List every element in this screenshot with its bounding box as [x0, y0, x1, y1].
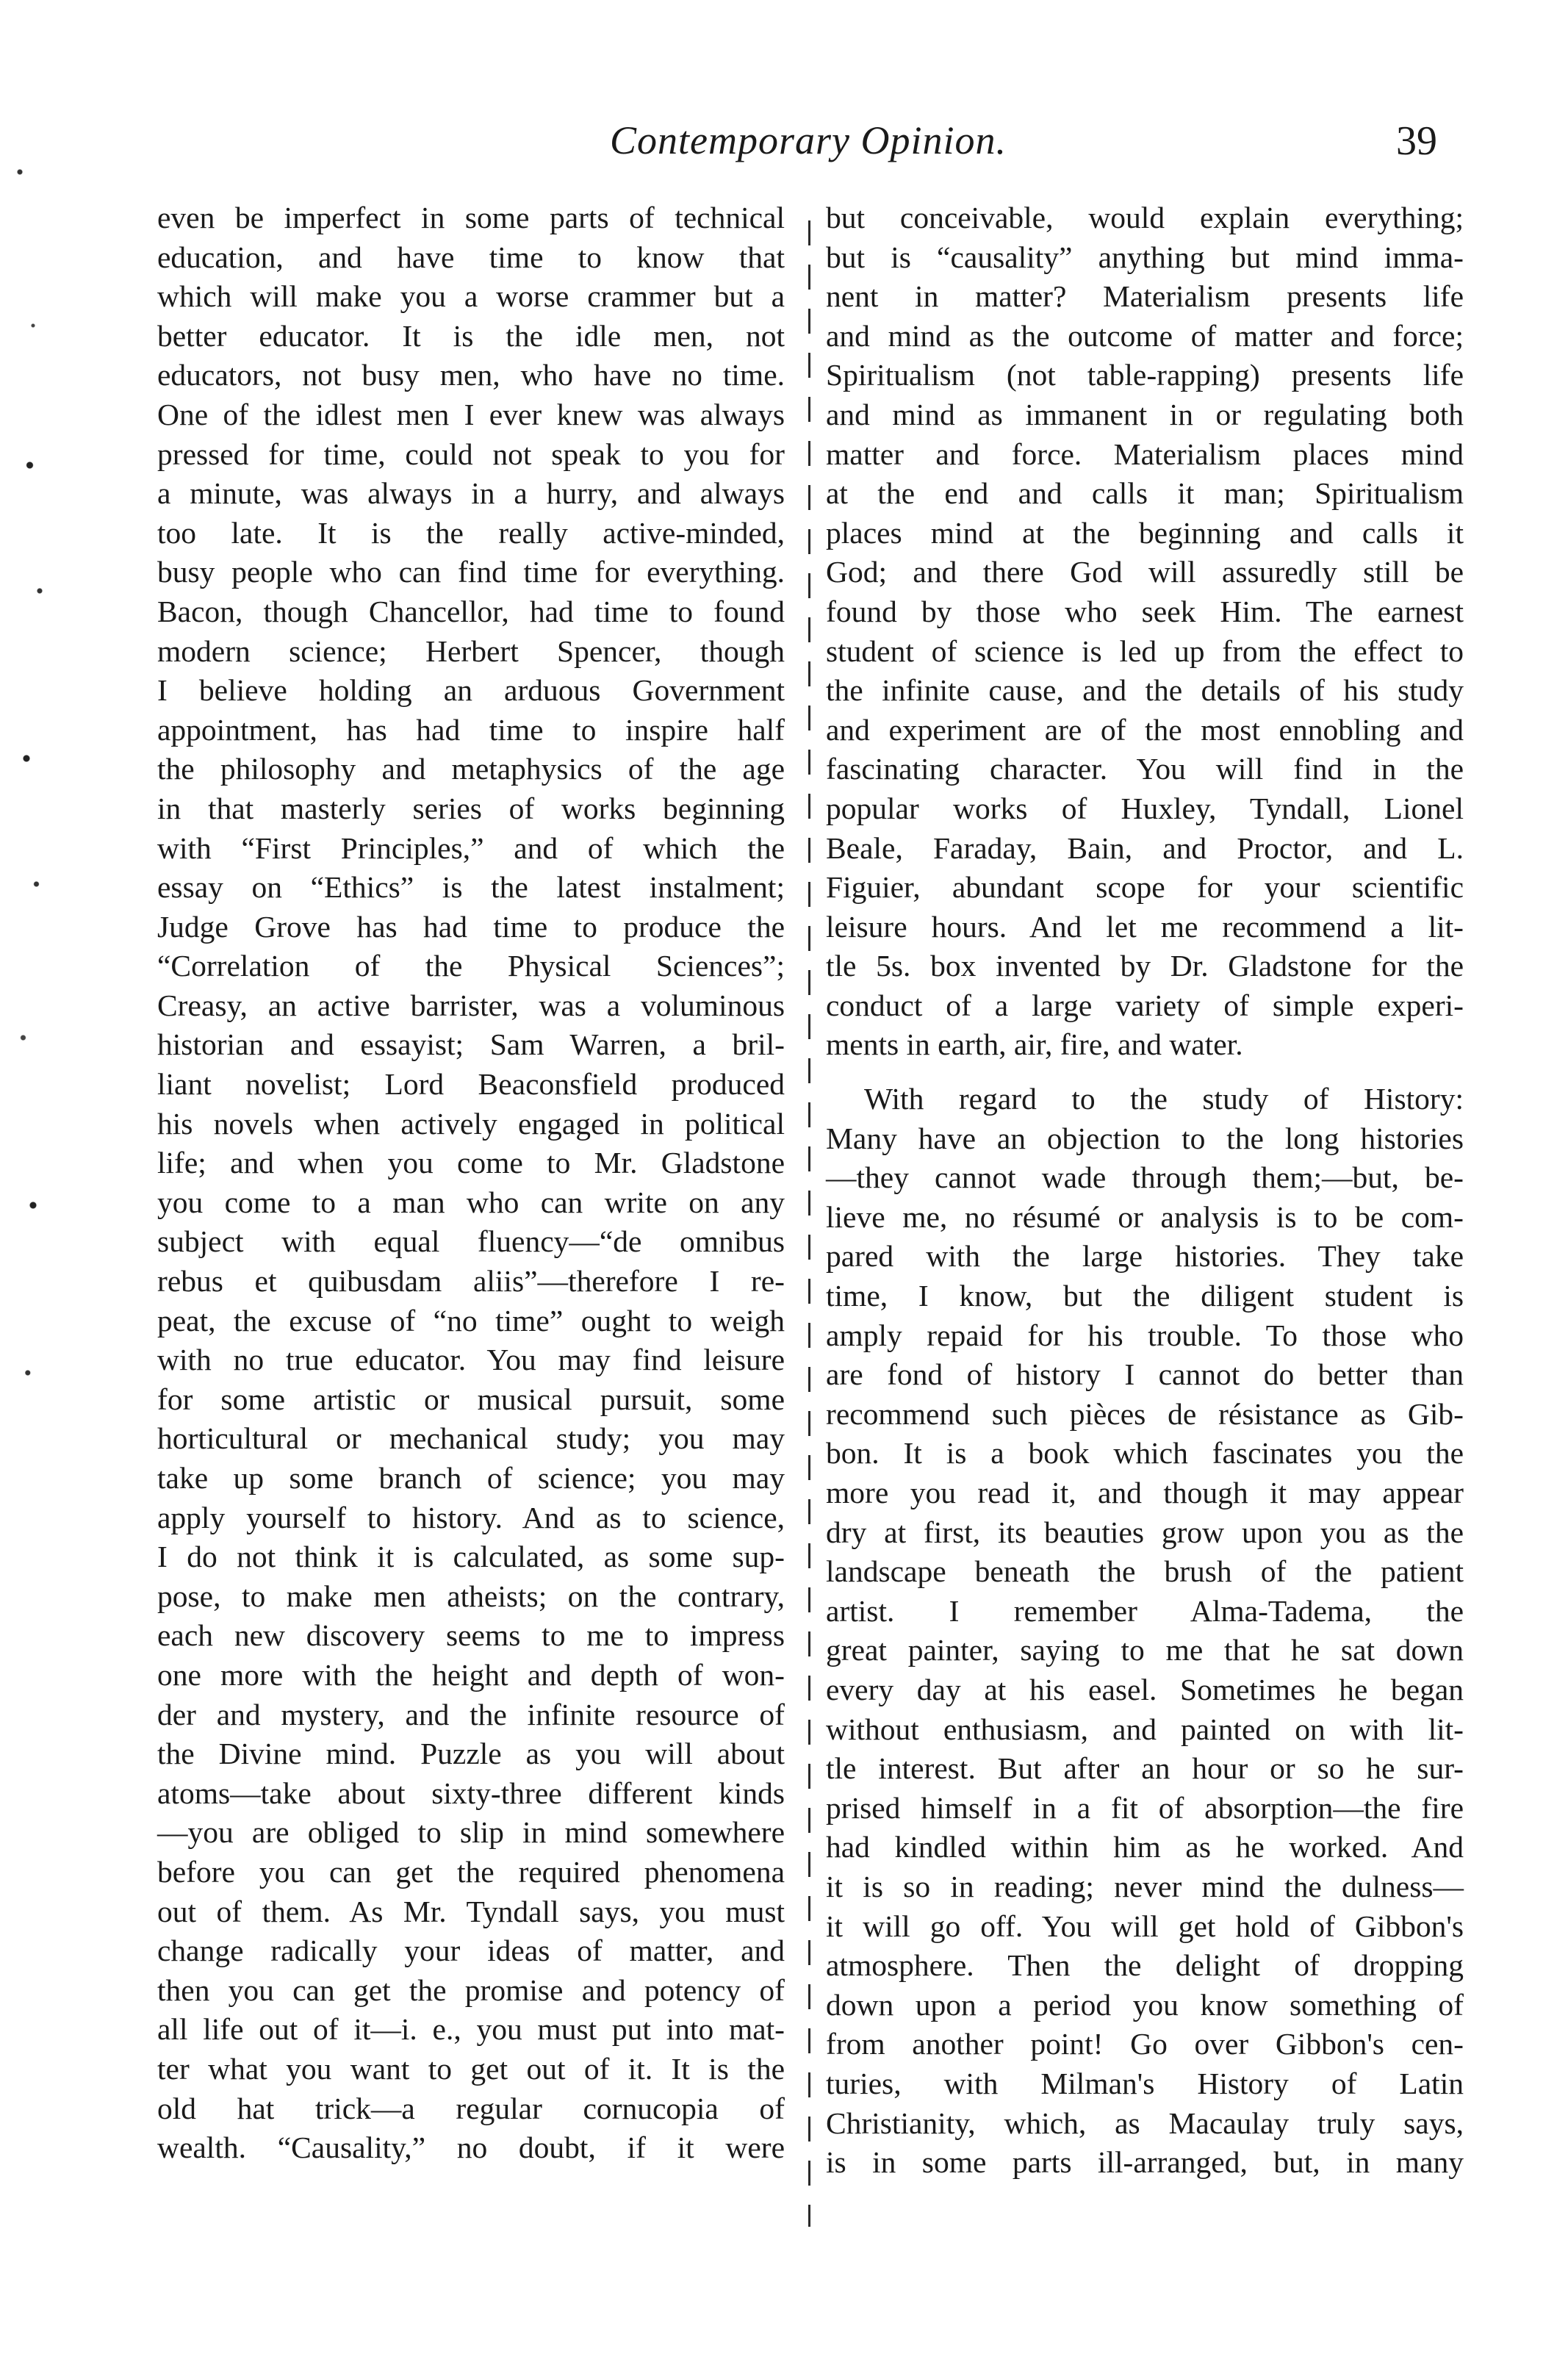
text-line: down upon a period you know something of: [826, 1987, 1464, 2022]
text-line: I do not think it is calculated, as some sup-: [157, 1540, 785, 1574]
text-line: at the end and calls it man; Spiritualism: [826, 476, 1464, 511]
text-line: old hat trick—a regular cornucopia of: [157, 2091, 785, 2125]
text-line: Figuier, abundant scope for your scientific: [826, 870, 1464, 905]
text-line: all life out of it—i. e., you must put into mat-: [157, 2012, 785, 2047]
text-line: with “First Principles,” and of which the: [157, 830, 785, 865]
text-line: change radically your ideas of matter, and: [157, 1934, 785, 1968]
text-line: but conceivable, would explain everything;: [826, 201, 1464, 234]
text-line: busy people who can find time for everything.: [157, 555, 785, 589]
text-line: pared with the large histories. They take: [826, 1239, 1464, 1274]
text-line: then you can get the promise and potency of: [157, 1972, 785, 2007]
text-line: turies, with Milman's History of Latin: [826, 2066, 1464, 2100]
text-line: his novels when actively engaged in political: [157, 1106, 785, 1141]
text-line: fascinating character. You will find in the: [826, 752, 1464, 786]
text-line: amply repaid for his trouble. To those who: [826, 1318, 1464, 1352]
text-line: places mind at the beginning and calls it: [826, 515, 1464, 550]
text-line: rebus et quibusdam aliis”—therefore I re-: [157, 1264, 785, 1299]
text-line: which will make you a worse crammer but a: [157, 279, 785, 314]
text-line: without enthusiasm, and painted on with lit-: [826, 1712, 1464, 1746]
text-line: student of science is led up from the effect to: [826, 633, 1464, 668]
text-line: liant novelist; Lord Beaconsfield produced: [157, 1067, 785, 1102]
text-line: a minute, was always in a hurry, and always: [157, 476, 785, 511]
text-line: for some artistic or musical pursuit, some: [157, 1382, 785, 1416]
text-line: atmosphere. Then the delight of dropping: [826, 1948, 1464, 1983]
right-text-column: [826, 198, 1464, 2183]
text-line: With regard to the study of History:: [864, 1082, 1464, 1116]
text-line: prised himself in a fit of absorption—the fire: [826, 1790, 1464, 1825]
text-line: “Correlation of the Physical Sciences”;: [157, 949, 785, 983]
text-line: the Divine mind. Puzzle as you will about: [157, 1737, 785, 1771]
text-line: take up some branch of science; you may: [157, 1461, 785, 1495]
text-line: landscape beneath the brush of the patient: [826, 1554, 1464, 1589]
text-line: dry at first, its beauties grow upon you as the: [826, 1515, 1464, 1549]
column-divider: [808, 220, 810, 2227]
text-line: bon. It is a book which fascinates you the: [826, 1436, 1464, 1471]
text-line: —you are obliged to slip in mind somewhere: [157, 1815, 785, 1850]
text-line: every day at his easel. Sometimes he began: [826, 1672, 1464, 1706]
text-line: pose, to make men atheists; on the contrary,: [157, 1579, 785, 1613]
text-line: time, I know, but the diligent student is: [826, 1279, 1464, 1313]
text-line: peat, the excuse of “no time” ought to weigh: [157, 1303, 785, 1338]
text-line: atoms—take about sixty-three different kinds: [157, 1776, 785, 1810]
text-line: Spiritualism (not table-rapping) presents life: [826, 358, 1464, 392]
text-line: —they cannot wade through them;—but, be-: [826, 1160, 1464, 1195]
text-line: in that masterly series of works beginning: [157, 791, 785, 825]
text-line: from another point! Go over Gibbon's cen-: [826, 2027, 1464, 2061]
text-line: appointment, has had time to inspire half: [157, 712, 785, 747]
text-line: found by those who seek Him. The earnest: [826, 594, 1464, 628]
running-title: Contemporary Opinion.: [610, 118, 1007, 162]
text-line: tle interest. But after an hour or so he sur-: [826, 1751, 1464, 1786]
text-line: even be imperfect in some parts of technical: [157, 201, 785, 234]
text-line: ter what you want to get out of it. It is the: [157, 2051, 785, 2086]
text-line: the philosophy and metaphysics of the age: [157, 752, 785, 786]
text-line: and mind as immanent in or regulating both: [826, 397, 1464, 431]
text-line: more you read it, and though it may appear: [826, 1476, 1464, 1509]
text-line: God; and there God will assuredly still be: [826, 555, 1464, 589]
text-line: pressed for time, could not speak to you for: [157, 437, 785, 471]
text-line: I believe holding an arduous Government: [157, 673, 785, 708]
text-line: Christianity, which, as Macaulay truly says,: [826, 2105, 1464, 2140]
text-line: leisure hours. And let me recommend a lit-: [826, 909, 1464, 944]
text-line: and experiment are of the most ennobling and: [826, 712, 1464, 747]
text-line: modern science; Herbert Spencer, though: [157, 633, 785, 668]
text-line: it is so in reading; never mind the dulness—: [826, 1869, 1464, 1903]
text-line: Bacon, though Chancellor, had time to found: [157, 594, 785, 628]
text-line: matter and force. Materialism places mind: [826, 437, 1464, 471]
text-line: tle 5s. box invented by Dr. Gladstone for the: [826, 949, 1464, 983]
text-line: better educator. It is the idle men, not: [157, 318, 785, 353]
text-line: wealth. “Causality,” no doubt, if it were: [157, 2130, 785, 2165]
text-line: great painter, saying to me that he sat down: [826, 1633, 1464, 1667]
text-line: before you can get the required phenomena: [157, 1854, 785, 1889]
text-line: out of them. As Mr. Tyndall says, you must: [157, 1894, 785, 1928]
text-line: horticultural or mechanical study; you may: [157, 1421, 785, 1456]
text-line: Many have an objection to the long histories: [826, 1121, 1464, 1155]
text-line: you come to a man who can write on any: [157, 1185, 785, 1219]
text-line: each new discovery seems to me to impress: [157, 1618, 785, 1653]
text-line: Creasy, an active barrister, was a voluminous: [157, 988, 785, 1022]
text-line: ments in earth, air, fire, and water.: [826, 1027, 1243, 1062]
text-line: der and mystery, and the infinite resource of: [157, 1697, 785, 1731]
text-line: education, and have time to know that: [157, 240, 785, 274]
page-number: 39: [1396, 118, 1437, 164]
text-line: one more with the height and depth of won-: [157, 1657, 785, 1692]
text-line: essay on “Ethics” is the latest instalment;: [157, 870, 785, 905]
text-line: lieve me, no résumé or analysis is to be com-: [826, 1199, 1464, 1234]
text-line: subject with equal fluency—“de omnibus: [157, 1224, 785, 1259]
text-line: Beale, Faraday, Bain, and Proctor, and L.: [826, 830, 1464, 865]
margin-scan-specks: [0, 88, 66, 1485]
text-line: with no true educator. You may find leisure: [157, 1343, 785, 1377]
text-line: historian and essayist; Sam Warren, a bril-: [157, 1027, 785, 1062]
text-line: it will go off. You will get hold of Gibbon's: [826, 1909, 1464, 1943]
text-line: the infinite cause, and the details of his study: [826, 673, 1464, 708]
text-line: are fond of history I cannot do better than: [826, 1357, 1464, 1392]
text-line: had kindled within him as he worked. And: [826, 1830, 1464, 1864]
text-line: One of the idlest men I ever knew was always: [157, 397, 785, 431]
text-line: nent in matter? Materialism presents life: [826, 279, 1464, 314]
text-line: recommend such pièces de résistance as Gib-: [826, 1396, 1464, 1431]
left-text-column: [157, 198, 785, 2168]
text-line: is in some parts ill-arranged, but, in many: [826, 2145, 1464, 2180]
text-line: artist. I remember Alma-Tadema, the: [826, 1593, 1464, 1628]
text-line: life; and when you come to Mr. Gladstone: [157, 1146, 785, 1180]
text-line: but is “causality” anything but mind imma-: [826, 240, 1464, 274]
text-line: educators, not busy men, who have no time.: [157, 358, 785, 392]
text-line: too late. It is the really active-minded,: [157, 515, 785, 550]
text-line: popular works of Huxley, Tyndall, Lionel: [826, 791, 1464, 825]
text-line: Judge Grove has had time to produce the: [157, 909, 785, 944]
text-line: conduct of a large variety of simple experi-: [826, 988, 1464, 1022]
text-line: and mind as the outcome of matter and force;: [826, 318, 1464, 353]
text-line: apply yourself to history. And as to science,: [157, 1500, 785, 1534]
